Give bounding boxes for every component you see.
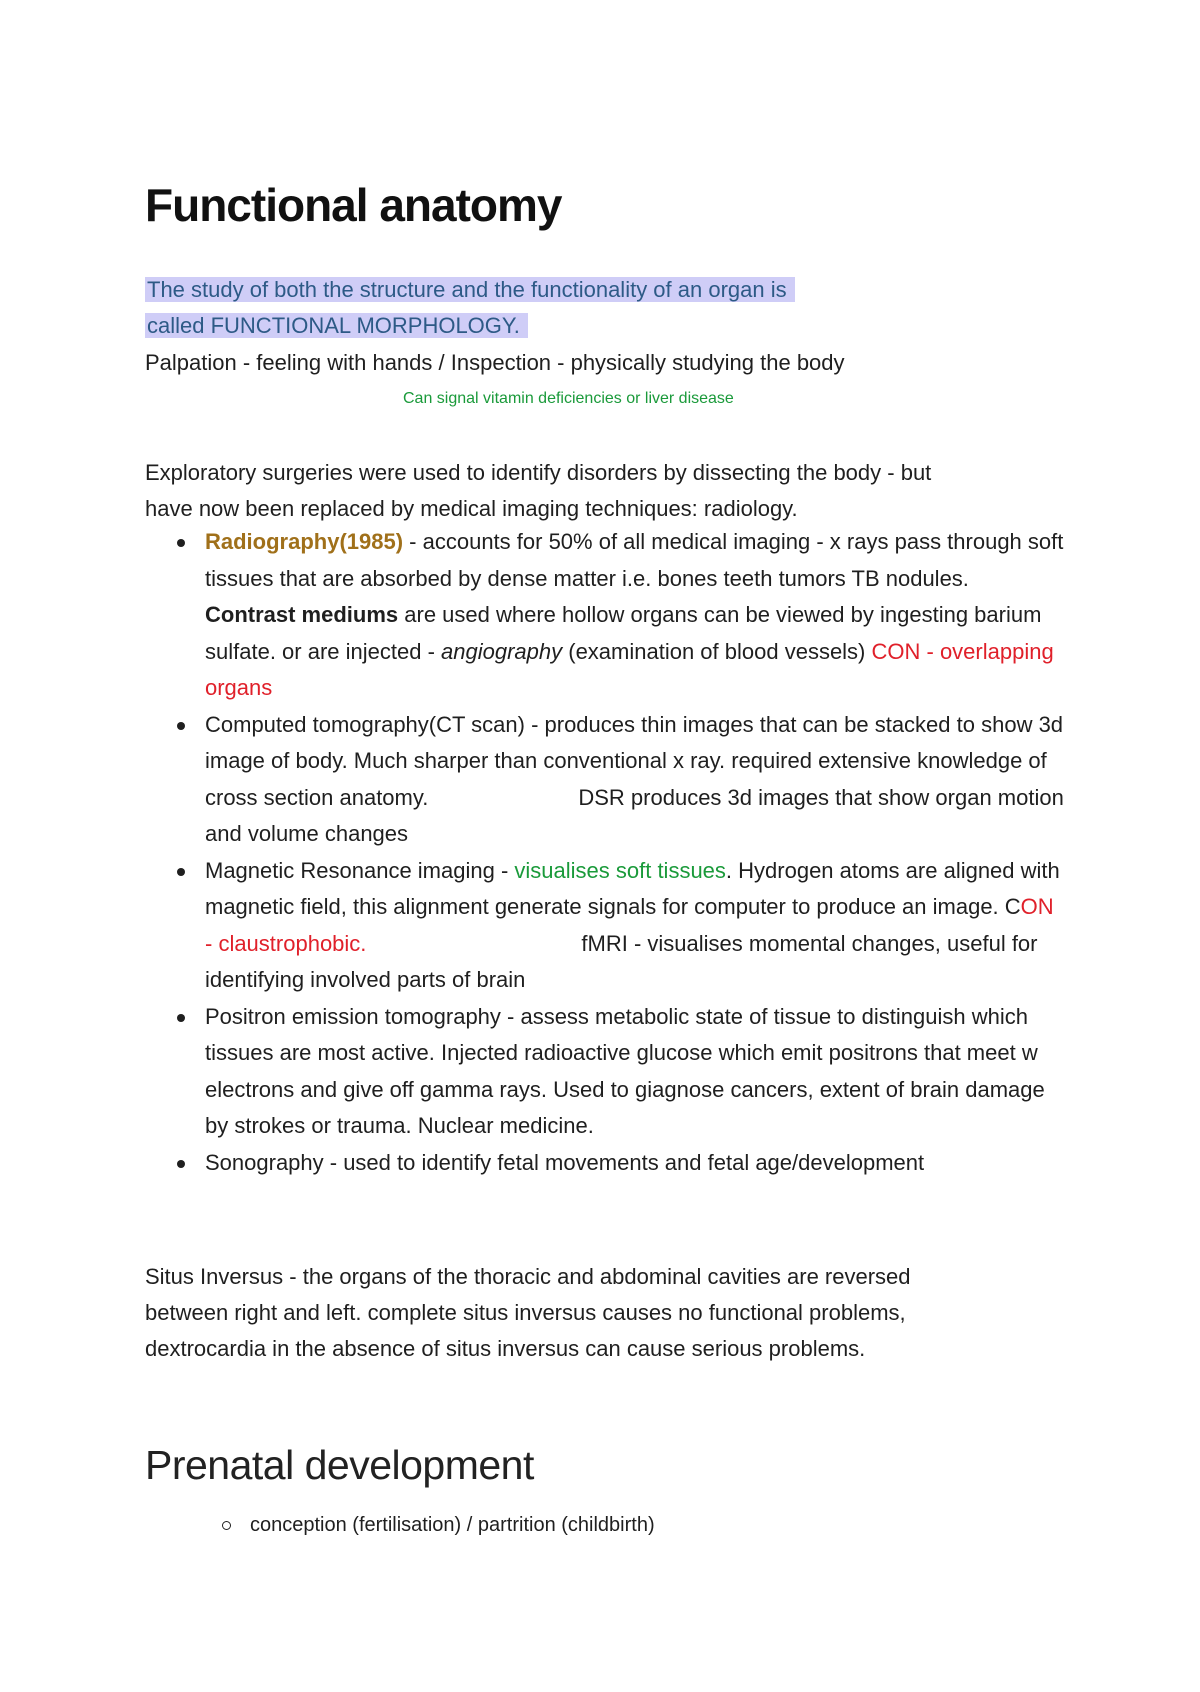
radiography-name: Radiography(1985) — [205, 529, 404, 554]
palpation-line: Palpation - feeling with hands / Inspection - physically studying the body — [145, 350, 845, 375]
list-item-pet: Positron emission tomography - assess metabolic state of tissue to distinguish which tissues are most active. Injected radioactive glucose which emit positrons that meet w electrons and give off gamma rays. Used to giagnose cancers, extent of brain damage by strokes or trauma. Nuclear medicine. — [145, 999, 1065, 1145]
radiography-text-3: (examination of blood vessels) — [562, 638, 872, 664]
mri-text-2: . Hydrogen atoms are aligned with magnetic field, this alignment generate signals for computer to produce an image. C — [205, 857, 1060, 919]
exploratory-line-1: Exploratory surgeries were used to identify disorders by dissecting the body - but — [145, 460, 932, 485]
list-item-sonography: Sonography - used to identify fetal movements and fetal age/development — [145, 1145, 1065, 1182]
mri-text-1: Magnetic Resonance imaging - — [205, 857, 515, 883]
ct-text-2: DSR produces 3d images that show organ motion and volume changes — [205, 784, 1064, 846]
imaging-list — [145, 524, 1065, 1181]
highlight-block — [145, 272, 795, 344]
radiography-con: CON - overlapping organs — [205, 638, 1054, 700]
mri-con: ON - claustrophobic. — [205, 894, 1054, 956]
angiography: angiography — [441, 638, 563, 664]
mri-soft-tissues: visualises soft tissues — [514, 857, 726, 883]
highlight-line-1: The study of both the structure and the functionality of an organ is — [145, 277, 795, 302]
highlight-line-2: called FUNCTIONAL MORPHOLOGY. — [145, 313, 528, 338]
list-item-radiography — [145, 524, 1065, 707]
exploratory-line-2: have now been replaced by medical imaging techniques: radiology. — [145, 496, 798, 521]
situs-line-1: Situs Inversus - the organs of the thoracic and abdominal cavities are reversed — [145, 1264, 911, 1289]
situs-paragraph — [145, 1259, 911, 1367]
section-heading-prenatal: Prenatal development — [145, 1442, 534, 1488]
ct-text-1: Computed tomography(CT scan) - produces thin images that can be stacked to show 3d image of body. Much sharper than conventional x ray. required extensive knowledge of cross section anatomy. — [205, 711, 1064, 810]
situs-line-3: dextrocardia in the absence of situs inversus can cause serious problems. — [145, 1336, 866, 1361]
page-title: Functional anatomy — [145, 179, 562, 231]
situs-line-2: between right and left. complete situs inversus causes no functional problems, — [145, 1300, 906, 1325]
exploratory-paragraph — [145, 455, 931, 527]
prenatal-item: conception (fertilisation) / partrition (childbirth) — [250, 1514, 655, 1536]
radiography-text-2: are used where hollow organs can be viewed by ingesting barium sulfate. or are injected - — [205, 602, 1042, 664]
list-item-ct — [145, 707, 1065, 853]
mri-text-3: fMRI - visualises momental changes, useful for identifying involved parts of brain — [205, 930, 1038, 992]
radiography-text-1: - accounts for 50% of all medical imaging - x rays pass through soft tissues that are absorbed by dense matter i.e. bones teeth tumors TB nodules. — [205, 529, 1064, 591]
list-item-mri — [145, 853, 1065, 999]
vitamin-note: Can signal vitamin deficiencies or liver disease — [403, 390, 734, 407]
contrast-mediums: Contrast mediums — [205, 602, 399, 627]
hollow-bullet-icon — [222, 1521, 231, 1530]
